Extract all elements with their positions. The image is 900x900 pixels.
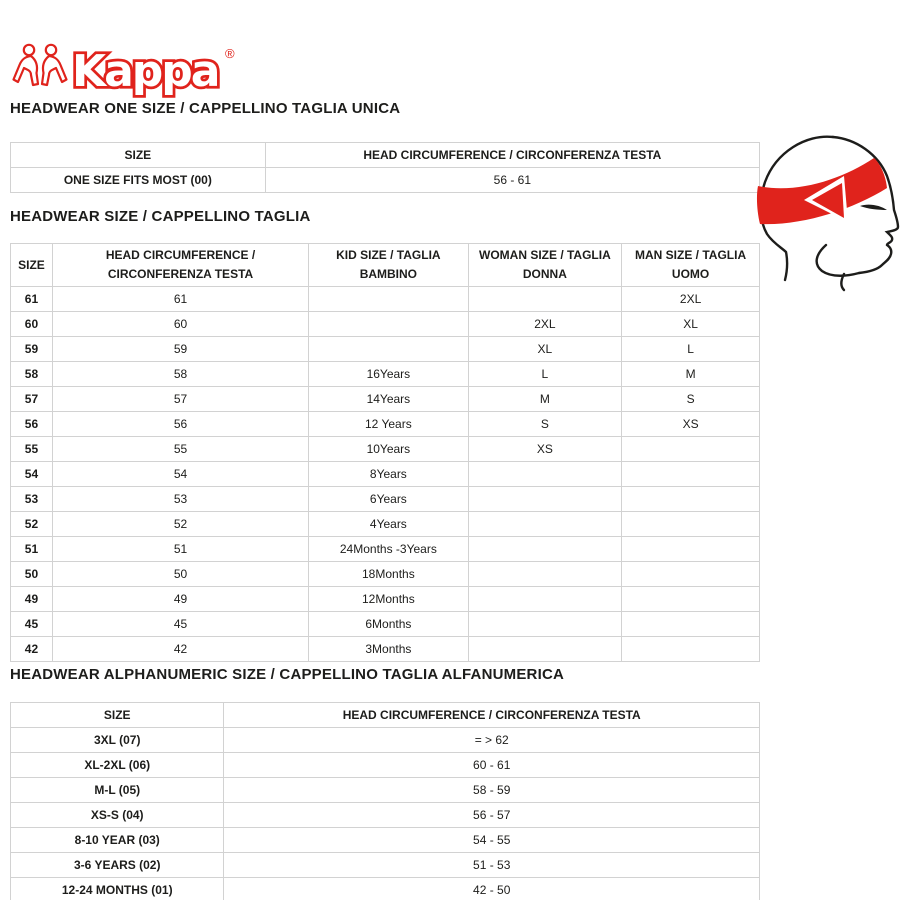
table-row bbox=[11, 878, 760, 900]
table-cell bbox=[309, 287, 469, 312]
table-cell: M-L (05) bbox=[11, 778, 224, 803]
table-cell: 3Months bbox=[309, 637, 469, 662]
table-cell: 8Years bbox=[309, 462, 469, 487]
table-cell: 57 bbox=[11, 387, 53, 412]
table-cell bbox=[622, 587, 760, 612]
table-cell: L bbox=[622, 337, 760, 362]
table-cell: 51 - 53 bbox=[224, 853, 760, 878]
table-cell: 54 - 55 bbox=[224, 828, 760, 853]
table-cell: 57 bbox=[52, 387, 308, 412]
kappa-logo-svg bbox=[12, 36, 242, 98]
table-cell bbox=[622, 537, 760, 562]
table-cell: 18Months bbox=[309, 562, 469, 587]
table-cell: 61 bbox=[11, 287, 53, 312]
table-cell: 53 bbox=[52, 487, 308, 512]
table-cell bbox=[622, 562, 760, 587]
table-row bbox=[11, 387, 760, 412]
table-cell: 2XL bbox=[468, 312, 622, 337]
table-cell bbox=[468, 537, 622, 562]
table-cell: 58 bbox=[52, 362, 308, 387]
table-cell: 60 bbox=[11, 312, 53, 337]
table-cell: 12 Years bbox=[309, 412, 469, 437]
table-row bbox=[11, 362, 760, 387]
header-row bbox=[11, 244, 760, 287]
table-row bbox=[11, 512, 760, 537]
table-cell: 59 bbox=[52, 337, 308, 362]
table-cell: 14Years bbox=[309, 387, 469, 412]
table-cell: 53 bbox=[11, 487, 53, 512]
table-cell: 2XL bbox=[622, 287, 760, 312]
table-cell: 6Months bbox=[309, 612, 469, 637]
table-cell: 42 bbox=[52, 637, 308, 662]
table-cell: 61 bbox=[52, 287, 308, 312]
table-cell bbox=[468, 512, 622, 537]
table-cell bbox=[468, 637, 622, 662]
table-cell: 54 bbox=[11, 462, 53, 487]
table-cell: XL bbox=[622, 312, 760, 337]
table-cell: 45 bbox=[52, 612, 308, 637]
table-cell: 55 bbox=[11, 437, 53, 462]
table-cell: 54 bbox=[52, 462, 308, 487]
table-cell bbox=[622, 437, 760, 462]
table-cell: M bbox=[468, 387, 622, 412]
alphanumeric-size-table bbox=[10, 702, 760, 900]
table-cell: 56 bbox=[52, 412, 308, 437]
table-row bbox=[11, 637, 760, 662]
one-size-table bbox=[10, 142, 760, 193]
table-cell bbox=[468, 612, 622, 637]
table-cell: 12Months bbox=[309, 587, 469, 612]
header-row bbox=[11, 143, 760, 168]
table-row bbox=[11, 337, 760, 362]
kappa-logo bbox=[12, 36, 242, 103]
table-row bbox=[11, 828, 760, 853]
table-cell bbox=[622, 512, 760, 537]
table-cell bbox=[622, 462, 760, 487]
column-header: KID SIZE / TAGLIA BAMBINO bbox=[309, 244, 469, 287]
column-header: HEAD CIRCUMFERENCE / CIRCONFERENZA TESTA bbox=[224, 703, 760, 728]
table-cell: ONE SIZE FITS MOST (00) bbox=[11, 168, 266, 193]
table-cell: 50 bbox=[11, 562, 53, 587]
table-cell: 6Years bbox=[309, 487, 469, 512]
table-row bbox=[11, 287, 760, 312]
registered-trademark-symbol: ® bbox=[225, 46, 235, 61]
table-cell: 50 bbox=[52, 562, 308, 587]
table-cell: 56 bbox=[11, 412, 53, 437]
table-cell: 45 bbox=[11, 612, 53, 637]
table-cell: 58 bbox=[11, 362, 53, 387]
table-cell: XS-S (04) bbox=[11, 803, 224, 828]
table-cell: 8-10 YEAR (03) bbox=[11, 828, 224, 853]
table-cell: 16Years bbox=[309, 362, 469, 387]
table-cell: M bbox=[622, 362, 760, 387]
table-cell bbox=[468, 487, 622, 512]
head-measurement-illustration bbox=[756, 130, 900, 315]
table-cell: 49 bbox=[52, 587, 308, 612]
kappa-omini-icon bbox=[14, 45, 67, 85]
table-cell: L bbox=[468, 362, 622, 387]
column-header: HEAD CIRCUMFERENCE / CIRCONFERENZA TESTA bbox=[265, 143, 759, 168]
table-cell: XL bbox=[468, 337, 622, 362]
table-row bbox=[11, 803, 760, 828]
table-cell: 56 - 57 bbox=[224, 803, 760, 828]
section-title-one-size: HEADWEAR ONE SIZE / CAPPELLINO TAGLIA UNICA bbox=[10, 100, 401, 117]
table-cell: 4Years bbox=[309, 512, 469, 537]
table-cell bbox=[468, 587, 622, 612]
table-cell: S bbox=[468, 412, 622, 437]
table-cell: 60 - 61 bbox=[224, 753, 760, 778]
table-cell: 52 bbox=[11, 512, 53, 537]
eyebrow-icon bbox=[860, 205, 887, 210]
table-cell bbox=[309, 312, 469, 337]
table-cell bbox=[622, 612, 760, 637]
column-header: HEAD CIRCUMFERENCE / CIRCONFERENZA TESTA bbox=[52, 244, 308, 287]
table-cell: 42 - 50 bbox=[224, 878, 760, 900]
head-profile-svg bbox=[756, 130, 900, 310]
table-row bbox=[11, 778, 760, 803]
kappa-wordmark: Kappa bbox=[72, 46, 219, 97]
table-cell bbox=[622, 487, 760, 512]
table-cell: 3-6 YEARS (02) bbox=[11, 853, 224, 878]
table-cell: 42 bbox=[11, 637, 53, 662]
table-cell: XS bbox=[468, 437, 622, 462]
column-header: SIZE bbox=[11, 143, 266, 168]
column-header: SIZE bbox=[11, 703, 224, 728]
table-row bbox=[11, 537, 760, 562]
headwear-size-table bbox=[10, 243, 760, 662]
table-cell: 51 bbox=[11, 537, 53, 562]
table-cell: = > 62 bbox=[224, 728, 760, 753]
column-header: MAN SIZE / TAGLIA UOMO bbox=[622, 244, 760, 287]
table-cell: 55 bbox=[52, 437, 308, 462]
table-row bbox=[11, 753, 760, 778]
table-cell: 49 bbox=[11, 587, 53, 612]
header-row bbox=[11, 703, 760, 728]
section-title-alphanumeric-size: HEADWEAR ALPHANUMERIC SIZE / CAPPELLINO TAGLIA ALFANUMERICA bbox=[10, 666, 565, 683]
table-cell: 52 bbox=[52, 512, 308, 537]
table-cell: XL-2XL (06) bbox=[11, 753, 224, 778]
table-cell bbox=[622, 637, 760, 662]
table-cell bbox=[468, 562, 622, 587]
table-row bbox=[11, 412, 760, 437]
table-cell: 56 - 61 bbox=[265, 168, 759, 193]
table-cell: S bbox=[622, 387, 760, 412]
table-cell: 24Months -3Years bbox=[309, 537, 469, 562]
table-row bbox=[11, 612, 760, 637]
table-cell: 60 bbox=[52, 312, 308, 337]
table-row bbox=[11, 487, 760, 512]
table-cell: 51 bbox=[52, 537, 308, 562]
table-cell: XS bbox=[622, 412, 760, 437]
table-row bbox=[11, 312, 760, 337]
table-cell: 12-24 MONTHS (01) bbox=[11, 878, 224, 900]
table-row bbox=[11, 437, 760, 462]
table-cell: 3XL (07) bbox=[11, 728, 224, 753]
column-header: SIZE bbox=[11, 244, 53, 287]
table-row bbox=[11, 853, 760, 878]
table-cell: 59 bbox=[11, 337, 53, 362]
table-row bbox=[11, 462, 760, 487]
table-cell bbox=[468, 287, 622, 312]
section-title-headwear-size: HEADWEAR SIZE / CAPPELLINO TAGLIA bbox=[10, 208, 311, 225]
table-cell bbox=[309, 337, 469, 362]
measuring-band-icon bbox=[757, 158, 887, 224]
table-cell: 10Years bbox=[309, 437, 469, 462]
table-cell bbox=[468, 462, 622, 487]
column-header: WOMAN SIZE / TAGLIA DONNA bbox=[468, 244, 622, 287]
table-row bbox=[11, 728, 760, 753]
table-cell: 58 - 59 bbox=[224, 778, 760, 803]
table-row bbox=[11, 168, 760, 193]
table-row bbox=[11, 587, 760, 612]
table-row bbox=[11, 562, 760, 587]
